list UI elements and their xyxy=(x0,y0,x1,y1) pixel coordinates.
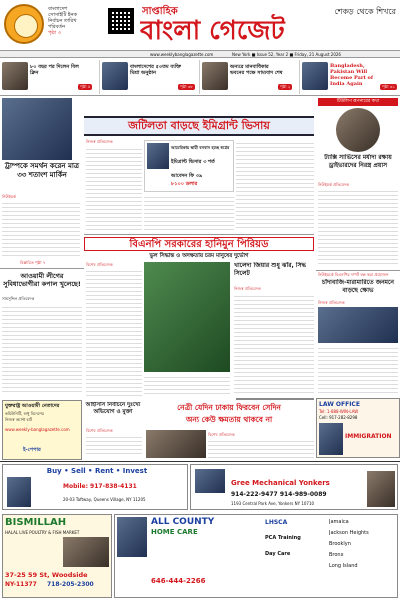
right-story-body xyxy=(318,188,398,268)
allcounty-homecare-ad[interactable] xyxy=(114,514,398,598)
teaser-page: পৃষ্ঠা ৩১ xyxy=(382,84,395,89)
teaser-4[interactable] xyxy=(300,60,400,94)
teaser-photo xyxy=(2,62,28,90)
org-line: নির্বাচন তারিখ xyxy=(48,18,77,24)
law-office-ad-2[interactable] xyxy=(236,398,314,400)
location-item: Bronx xyxy=(329,552,344,558)
gree-title: Gree Mechanical Yonkers xyxy=(231,479,330,487)
tagline: শেকড় থেকে শিখরে xyxy=(334,7,396,16)
lead-body-col3 xyxy=(144,194,234,232)
teaser-photo xyxy=(102,62,128,90)
left-story2-byline: সামসুদ্দিন প্রতিবেদক xyxy=(2,296,35,301)
teaser-2[interactable] xyxy=(100,60,200,94)
teaser-text: অন্যরে মানবাধিকার ভবনের পক্ষে সাম্যবাদ শেষ xyxy=(230,64,283,76)
location-item: Jackson Heights xyxy=(329,530,369,536)
lead-infobox xyxy=(144,140,234,192)
right-story2-body xyxy=(318,345,398,395)
lhsca-badge: LHSCA xyxy=(265,519,288,526)
pca-badge: PCA Training xyxy=(265,535,301,541)
law-ad-phone: Tel: 1-888-WIN-LAW xyxy=(319,409,359,414)
location-item: Brooklyn xyxy=(329,541,351,547)
infobox-line: ইমিগ্রান্ট ভিসার ৩ শর্ত xyxy=(171,159,215,165)
teaser-page: পৃষ্ঠা ২ xyxy=(280,84,291,89)
bnp-subhead: ভুল সিদ্ধান্ত ও অদক্ষতায় চরম মানুষের দুর্ভোগ xyxy=(149,253,249,259)
bnp-rally-photo xyxy=(144,262,230,372)
bottom-headline-line1: নেত্রী যেদিন ঢাকায় ফিরবেন সেদিন xyxy=(177,403,281,412)
bnp-body-col1 xyxy=(86,268,142,398)
right-story2-byline: নিজস্ব প্রতিবেদক xyxy=(318,300,345,305)
location-item: Long Island xyxy=(329,563,358,569)
qr-code-icon[interactable] xyxy=(108,8,134,34)
teaser-text: ৮০ বছর পর দিলেন বিল ক্লিন xyxy=(30,64,79,76)
infobox-line: ৮১০০ ডলার xyxy=(171,181,198,187)
bismillah-zip: NY-11377 xyxy=(5,581,37,588)
teaser-page: পৃষ্ঠা ৫ xyxy=(80,84,91,89)
teaser-page: পৃষ্ঠা ৩৮ xyxy=(180,84,193,89)
org-line: বাংলাদেশ xyxy=(48,6,68,12)
left-story-body xyxy=(2,200,80,258)
left-story3-headline[interactable]: আইসিসি নির্বাচনে দুঃখ্যে অভিযোগ ও মুক্তা xyxy=(85,402,141,415)
masthead-title: বাংলা গেজেট xyxy=(140,16,285,46)
infobox-line: আমেরিকায় স্থায়ী বসবাস হচ্ছে স্বপ্নের xyxy=(171,145,230,150)
lead-headline[interactable]: জটিলতা বাড়ছে ইমিগ্রান্ট ভিসায় xyxy=(84,116,314,136)
allcounty-subtitle: HOME CARE xyxy=(151,528,198,536)
edition-bar xyxy=(0,50,400,58)
epaper-ad-url[interactable]: www.weekly-banglagazette.com xyxy=(5,427,70,432)
homecare-photo xyxy=(117,517,147,557)
hvac-unit-photo xyxy=(195,469,225,493)
bottom-headline-line2: অন্য কেউ ক্ষমতায় থাকবে না xyxy=(185,415,273,424)
lead-body-col1 xyxy=(86,146,142,232)
bismillah-subtitle: HALAL LIVE POULTRY & FISH MARKET xyxy=(5,530,80,535)
website-link[interactable]: www.weeklybanglagazette.com xyxy=(150,52,214,57)
edition-info: New York ■ Issue 52, Year 2 ■ Friday, 21 August 2026 xyxy=(232,52,341,57)
left-story-byline: নিউইয়র্ক xyxy=(2,194,16,199)
bismillah-title: BISMILLAH xyxy=(5,517,67,528)
bismillah-ad[interactable] xyxy=(2,514,112,598)
right-story2-headline[interactable]: চাঁদাবাজি-মারামারিতে জনমনে বাড়ছে ক্ষোভ xyxy=(322,279,394,294)
left-story-headline[interactable]: ট্রাম্পকে সমর্থন করেন মাত্র ৩৩ শতাংশ মার্কিন xyxy=(4,162,80,179)
buysell-phone: Mobile: 917-838-4131 xyxy=(63,483,137,490)
left-epaper-ad[interactable] xyxy=(2,400,82,460)
gree-owner-photo xyxy=(367,471,395,507)
lead-body-col2 xyxy=(236,140,314,232)
location-list xyxy=(329,519,395,595)
trump-photo xyxy=(2,98,72,160)
teaser-photo xyxy=(202,62,228,90)
realtor-photo xyxy=(7,477,31,507)
bottom-story-photo xyxy=(146,430,206,458)
khaleda-body xyxy=(234,293,314,398)
bottom-body xyxy=(208,438,314,458)
org-line: সোসাইটি ইনক xyxy=(48,12,77,18)
left-story2-headline[interactable]: আওয়ামী লীগের সুবিধাভোগীরা কপাল খুলেছে! xyxy=(3,272,81,288)
weekly-label: সাপ্তাহিক xyxy=(142,6,178,16)
bismillah-phone: 718-205-2300 xyxy=(47,581,94,588)
teaser-text: Bangladesh, Pakistan Will Become Part of India Again xyxy=(330,63,374,87)
daycare-badge: Day Care xyxy=(265,551,291,557)
law-ad-tag: IMMIGRATION xyxy=(345,433,392,440)
bismillah-address: 37-25 59 St, Woodside xyxy=(5,571,88,579)
teaser-1[interactable] xyxy=(0,60,100,94)
bottom-headline[interactable] xyxy=(144,402,314,428)
infobox-line: আবেদন ফি ৩৯ xyxy=(171,173,203,179)
law-office-ad[interactable] xyxy=(316,398,400,458)
epaper-ad-line: কমিউনিটি, শুধু বিদেশের xyxy=(5,411,44,416)
bnp-byline: বিশেষ প্রতিবেদক xyxy=(86,262,113,267)
tulip-photo xyxy=(336,108,380,152)
buysell-ad[interactable] xyxy=(2,464,188,510)
society-seal-logo xyxy=(4,4,44,44)
epaper-ad-footer: ই-পেপার xyxy=(23,447,41,453)
org-notice xyxy=(48,6,106,46)
org-page-ref[interactable]: পৃষ্ঠা ৩ xyxy=(48,30,61,36)
gree-phone: 914-222-9477 914-989-0089 xyxy=(231,491,327,498)
epaper-ad-line: নিজস্ব অ্যাপ্ট চাট xyxy=(5,417,33,422)
left-story-more[interactable]: বিস্তারিত পৃষ্ঠা ৭ xyxy=(20,260,46,265)
left-story3-body xyxy=(86,434,142,458)
bottom-byline: বিশেষ প্রতিবেদক xyxy=(208,432,235,437)
law-ad-cell: Cell: 917-282-8298 xyxy=(319,415,358,420)
teaser-text: বাংলাদেশের ৫৩তম ব্যক্তি মিশ্রা অনুষ্ঠান xyxy=(130,64,181,76)
visa-passport-photo xyxy=(147,143,169,169)
lawyer-photo xyxy=(319,423,343,455)
allcounty-title: ALL COUNTY xyxy=(151,517,215,527)
khaleda-byline: নিজস্ব প্রতিবেদক xyxy=(234,286,261,291)
right-kicker: টিউলিপ রূপনারের কথা xyxy=(318,98,398,106)
law-ad-title: LAW OFFICE xyxy=(319,401,360,408)
khaleda-headline[interactable]: খালেদা জিয়ার শুধু ঝাঁর, সিদ্ধ সিলেট xyxy=(234,262,306,277)
gree-mechanical-ad[interactable] xyxy=(190,464,398,510)
right-story-headline[interactable]: ট্যাক্সি সার্ভিসের মর্যাদা রক্ষায় ড্রাইভারদের নিরস্ত্র প্রয়াস xyxy=(324,154,392,169)
location-item: Jamaica xyxy=(329,519,349,525)
gree-address: 1193 Central Park Ave, Yonkers NY 10710 xyxy=(231,501,315,506)
teaser-photo xyxy=(302,62,328,90)
buysell-address: 20-03 Taftway, Queens Village, NY 11205 xyxy=(63,497,146,502)
left-story3-byline: বিশেষ প্রতিবেদক xyxy=(86,428,113,433)
buysell-title: Buy • Sell • Rent • Invest xyxy=(46,467,148,475)
epaper-ad-title: যুক্তরাষ্ট্র আওয়ামী নেতাদের xyxy=(5,403,60,409)
allcounty-phone: 646-444-2266 xyxy=(151,577,206,585)
right-story2-kicker: নিউইয়র্কে বিএনপির দাপট বন্ধ করা প্রয়োজন xyxy=(318,272,389,277)
bnp-headline[interactable]: বিএনপি সরকারের হানিমুন পিরিয়ড xyxy=(84,237,314,251)
poultry-photo xyxy=(63,537,109,567)
right-story-byline: নিউইয়র্ক প্রতিবেদক xyxy=(318,182,350,187)
right-story2-photo xyxy=(318,307,398,343)
bnp-body-col2 xyxy=(144,374,230,398)
teaser-3[interactable] xyxy=(200,60,300,94)
org-line: পরিবর্তন xyxy=(48,24,66,30)
left-story2-body xyxy=(2,304,82,396)
lead-byline: নিজস্ব প্রতিবেদক xyxy=(86,139,113,144)
